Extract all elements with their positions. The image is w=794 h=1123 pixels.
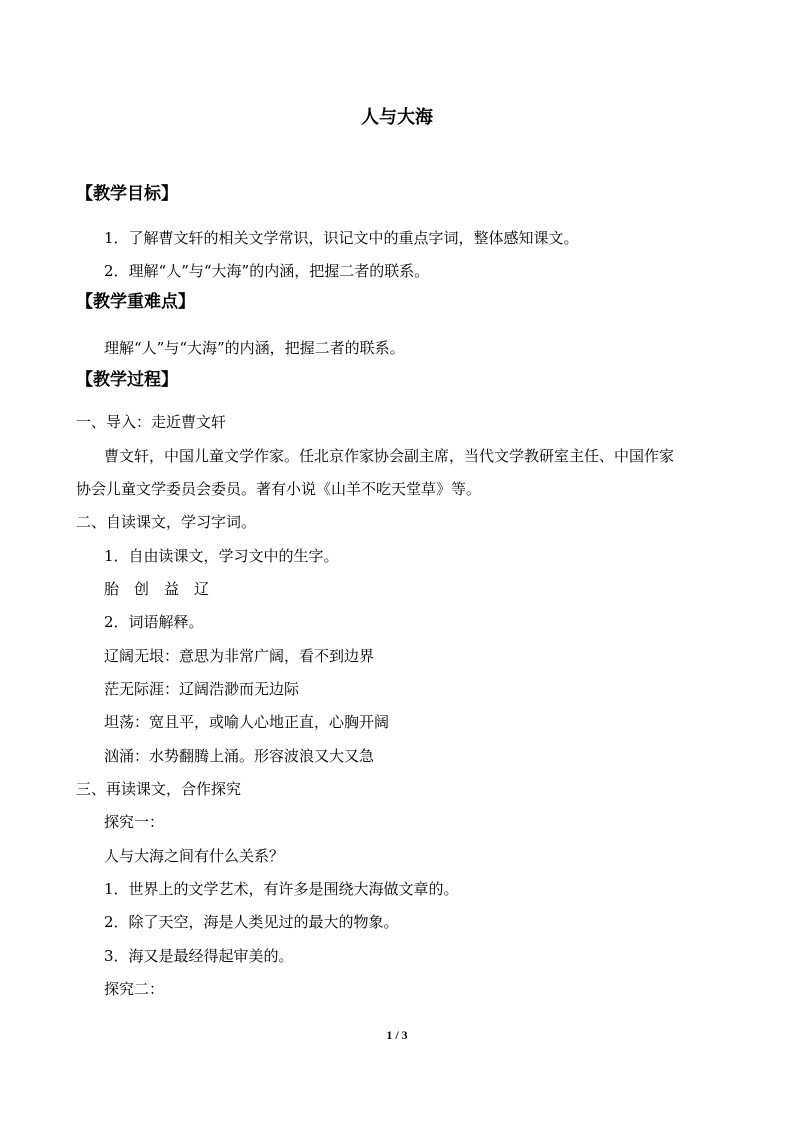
- section-heading-process: 【教学过程】: [76, 370, 178, 390]
- goal-item-2: 2．理解“人”与“大海”的内涵，把握二者的联系。: [104, 262, 430, 280]
- page-title: 人与大海: [361, 107, 433, 128]
- goal-item-1: 1．了解曹文轩的相关文学常识，识记文中的重点字词，整体感知课文。: [104, 229, 579, 247]
- step2-title: 二、自读课文，学习字词。: [76, 513, 257, 531]
- step2-sub1: 1．自由读课文，学习文中的生字。: [104, 547, 339, 565]
- term-item-4: 汹涌：水势翻腾上涌。形容波浪又大又急: [104, 747, 375, 765]
- step2-sub2: 2．词语解释。: [104, 613, 204, 631]
- step1-paragraph-line1: 曹文轩，中国儿童文学作家。任北京作家协会副主席，当代文学教研室主任、中国作家: [104, 447, 675, 465]
- explore-question: 人与大海之间有什么关系？: [104, 847, 285, 865]
- term-item-3: 坦荡：宽且平，或喻人心地正直，心胸开阔: [104, 713, 390, 731]
- step1-paragraph-line2: 协会儿童文学委员会委员。著有小说《山羊不吃天堂草》等。: [76, 480, 482, 498]
- page-number: 1 / 3: [386, 1028, 408, 1042]
- section-heading-key-points: 【教学重难点】: [76, 292, 195, 312]
- answer-item-3: 3．海又是最经得起审美的。: [104, 947, 294, 965]
- term-item-2: 茫无际涯：辽阔浩渺而无边际: [104, 680, 300, 698]
- section-heading-goals: 【教学目标】: [76, 184, 178, 204]
- step1-title: 一、导入：走近曹文轩: [76, 413, 227, 431]
- key-points-text: 理解“人”与“大海”的内涵，把握二者的联系。: [104, 339, 405, 357]
- step2-characters: 胎 创 益 辽: [104, 580, 210, 598]
- term-item-1: 辽阔无垠：意思为非常广阔，看不到边界: [104, 647, 375, 665]
- explore2-label: 探究二：: [104, 980, 165, 998]
- answer-item-1: 1．世界上的文学艺术，有许多是围绕大海做文章的。: [104, 880, 459, 898]
- explore1-label: 探究一：: [104, 813, 165, 831]
- step3-title: 三、再读课文，合作探究: [76, 780, 242, 798]
- answer-item-2: 2．除了天空，海是人类见过的最大的物象。: [104, 913, 399, 931]
